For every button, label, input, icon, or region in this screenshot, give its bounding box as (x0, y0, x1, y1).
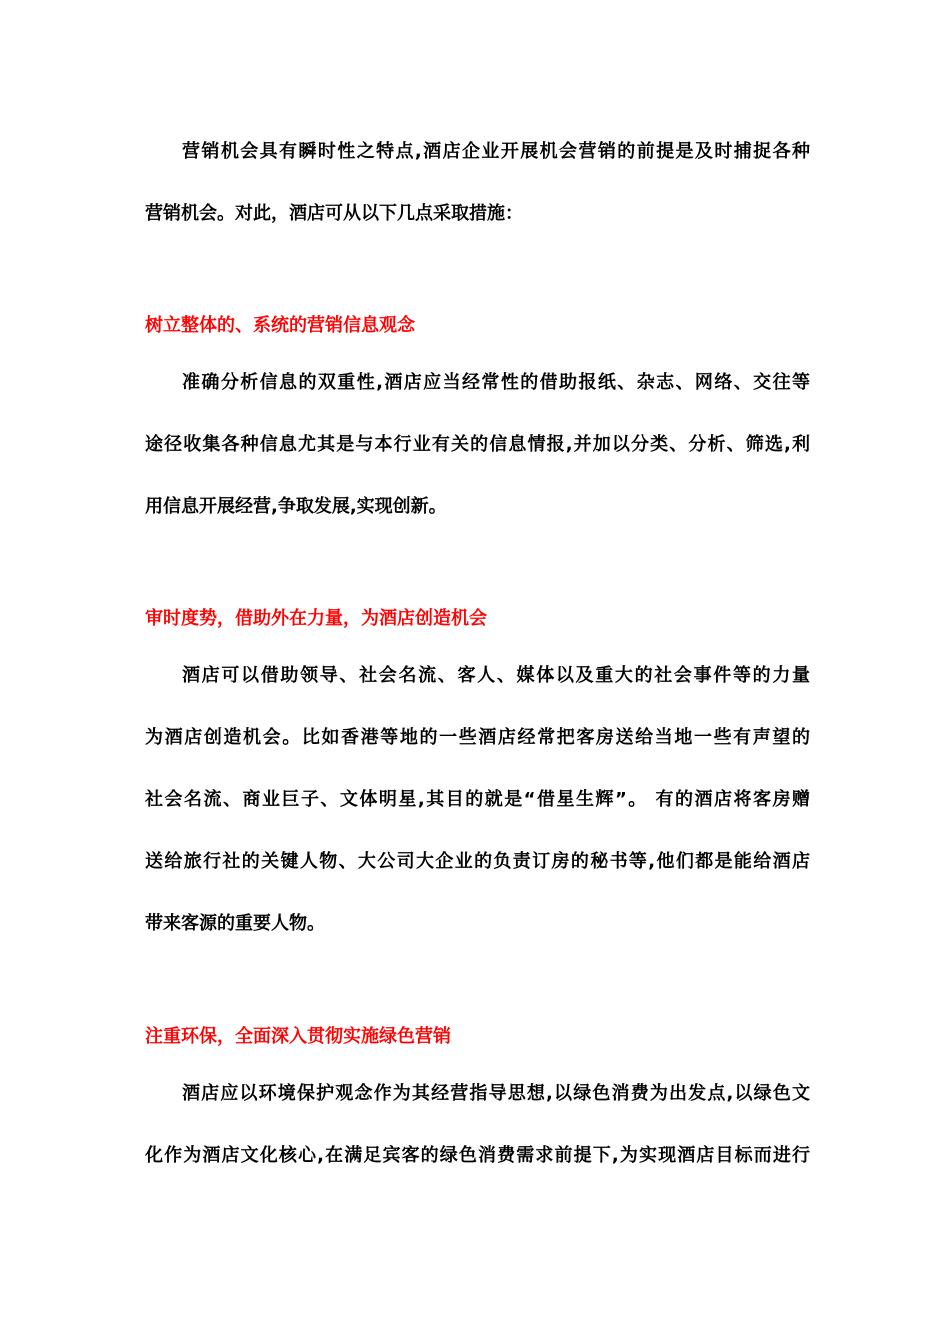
section-1-line-3: 用信息开展经营,争取发展,实现创新。 (145, 496, 447, 517)
section-3-line-1: 酒店应以环境保护观念作为其经营指导思想,以绿色消费为出发点,以绿色文 (182, 1083, 810, 1104)
section-heading-1: 树立整体的、系统的营销信息观念 (145, 315, 415, 336)
intro-line-1: 营销机会具有瞬时性之特点,酒店企业开展机会营销的前提是及时捕捉各种 (182, 141, 810, 162)
section-heading-2: 审时度势，借助外在力量，为酒店创造机会 (145, 608, 487, 629)
section-2-line-5: 带来客源的重要人物。 (145, 913, 325, 934)
section-2-line-3: 社会名流、商业巨子、文体明星,其目的就是“借星生辉”。 有的酒店将客房赠 (145, 789, 810, 810)
section-1-line-2: 途径收集各种信息尤其是与本行业有关的信息情报,并加以分类、分析、筛选,利 (145, 434, 810, 455)
section-heading-3: 注重环保，全面深入贯彻实施绿色营销 (145, 1026, 451, 1047)
section-2-line-2: 为酒店创造机会。比如香港等地的一些酒店经常把客房送给当地一些有声望的 (145, 727, 810, 748)
section-3-line-2: 化作为酒店文化核心,在满足宾客的绿色消费需求前提下,为实现酒店目标而进行 (145, 1145, 810, 1166)
section-2-line-1: 酒店可以借助领导、社会名流、客人、媒体以及重大的社会事件等的力量 (182, 665, 810, 686)
section-2-line-4: 送给旅行社的关键人物、大公司大企业的负责订房的秘书等,他们都是能给酒店 (145, 851, 810, 872)
intro-line-2: 营销机会。对此，酒店可从以下几点采取措施： (145, 203, 523, 224)
section-1-line-1: 准确分析信息的双重性,酒店应当经常性的借助报纸、杂志、网络、交往等 (182, 372, 810, 393)
